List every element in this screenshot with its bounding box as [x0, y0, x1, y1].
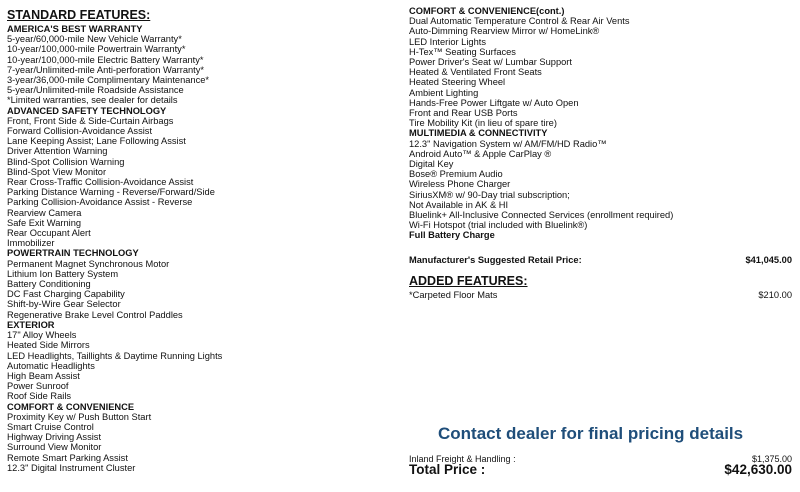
feature-item: Parking Collision-Avoidance Assist - Reverse	[7, 197, 193, 208]
feature-category-heading: POWERTRAIN TECHNOLOGY	[7, 248, 139, 259]
feature-item: Shift-by-Wire Gear Selector	[7, 299, 121, 310]
feature-item: Rear Occupant Alert	[7, 228, 91, 239]
feature-category-heading: Full Battery Charge	[409, 230, 495, 241]
feature-item: High Beam Assist	[7, 370, 80, 381]
feature-category-heading: ADVANCED SAFETY TECHNOLOGY	[7, 105, 167, 116]
feature-item: Rear Cross-Traffic Collision-Avoidance Assist	[7, 177, 194, 188]
standard-features-column	[7, 6, 392, 473]
feature-item: Bose® Premium Audio	[409, 169, 503, 180]
feature-item: Roof Side Rails	[7, 391, 72, 402]
contact-dealer-note: Contact dealer for final pricing details	[438, 424, 744, 443]
feature-item: Rearview Camera	[7, 207, 82, 218]
feature-category-heading: EXTERIOR	[7, 319, 55, 330]
feature-item: 3-year/36,000-mile Complimentary Maintenance*	[7, 75, 210, 86]
feature-item: Wireless Phone Charger	[409, 179, 511, 190]
feature-item: Bluelink+ All-Inclusive Connected Services (enrollment required)	[409, 210, 674, 221]
feature-item: Highway Driving Assist	[7, 432, 102, 443]
feature-item: *Limited warranties, see dealer for details	[7, 95, 178, 106]
feature-item: Proximity Key w/ Push Button Start	[7, 411, 152, 422]
freight-label: Inland Freight & Handling :	[409, 454, 516, 464]
feature-item: Smart Cruise Control	[7, 421, 94, 432]
msrp-label: Manufacturer's Suggested Retail Price:	[409, 255, 582, 265]
feature-item: LED Interior Lights	[409, 36, 486, 47]
standard-features-continued-column	[409, 6, 794, 241]
feature-item: 17" Alloy Wheels	[7, 330, 77, 341]
feature-item: Not Available in AK & HI	[409, 199, 509, 210]
feature-item: Lithium Ion Battery System	[7, 268, 119, 279]
total-price-label: Total Price :	[409, 462, 486, 477]
feature-item: Remote Smart Parking Assist	[7, 452, 128, 463]
total-price-row	[409, 462, 792, 477]
feature-item: Power Driver's Seat w/ Lumbar Support	[409, 57, 572, 68]
feature-item: LED Headlights, Taillights & Daytime Running Lights	[7, 350, 223, 361]
feature-item: Automatic Headlights	[7, 360, 95, 371]
feature-item: Surround View Monitor	[7, 442, 102, 453]
feature-item: 12.3" Navigation System w/ AM/FM/HD Radio™	[409, 138, 607, 149]
feature-item: Front, Front Side & Side-Curtain Airbags	[7, 115, 174, 126]
feature-item: Lane Keeping Assist; Lane Following Assist	[7, 136, 186, 147]
feature-item: 5-year/60,000-mile New Vehicle Warranty*	[7, 34, 182, 45]
feature-item: DC Fast Charging Capability	[7, 289, 125, 300]
feature-item: Dual Automatic Temperature Control & Rear Air Vents	[409, 16, 630, 27]
feature-item: Heated Steering Wheel	[409, 77, 506, 88]
msrp-row	[409, 255, 792, 265]
feature-category-heading: COMFORT & CONVENIENCE(cont.)	[409, 6, 565, 16]
freight-amount: $1,375.00	[751, 454, 792, 464]
feature-item: Ambient Lighting	[409, 87, 479, 98]
section-title: STANDARD FEATURES:	[7, 8, 151, 22]
feature-item: Tire Mobility Kit (in lieu of spare tire)	[409, 118, 557, 129]
feature-item: Power Sunroof	[7, 381, 69, 392]
feature-item: Blind-Spot Collision Warning	[7, 156, 125, 167]
feature-item: Immobilizer	[7, 238, 55, 249]
msrp-amount: $41,045.00	[745, 255, 792, 265]
feature-item: Forward Collision-Avoidance Assist	[7, 126, 153, 137]
feature-category-heading: COMFORT & CONVENIENCE	[7, 401, 135, 412]
feature-item: Driver Attention Warning	[7, 146, 108, 157]
feature-item: Hands-Free Power Liftgate w/ Auto Open	[409, 97, 579, 108]
feature-item: H-Tex™ Seating Surfaces	[409, 46, 516, 57]
feature-item: 5-year/Unlimited-mile Roadside Assistance	[7, 85, 184, 96]
feature-item: Heated Side Mirrors	[7, 340, 90, 351]
feature-item: Auto-Dimming Rearview Mirror w/ HomeLink®	[409, 26, 600, 37]
total-price-amount: $42,630.00	[724, 462, 792, 477]
feature-item: Safe Exit Warning	[7, 217, 82, 228]
feature-item: Front and Rear USB Ports	[409, 108, 518, 119]
feature-item: 12.3" Digital Instrument Cluster	[7, 462, 136, 473]
added-feature-row	[409, 290, 792, 300]
feature-item: SiriusXM® w/ 90-Day trial subscription;	[409, 189, 570, 200]
feature-item: Parking Distance Warning - Reverse/Forward/Side	[7, 187, 215, 198]
feature-category-heading: AMERICA'S BEST WARRANTY	[7, 24, 143, 34]
added-feature-item: *Carpeted Floor Mats	[409, 290, 498, 300]
feature-item: Digital Key	[409, 159, 454, 170]
section-title-row	[7, 6, 392, 24]
feature-item: Blind-Spot View Monitor	[7, 166, 107, 177]
feature-item: Battery Conditioning	[7, 279, 91, 290]
feature-item: Wi-Fi Hotspot (trial included with Bluelink®)	[409, 220, 588, 231]
feature-category-heading: MULTIMEDIA & CONNECTIVITY	[409, 128, 548, 139]
feature-item: 10-year/100,000-mile Electric Battery Warranty*	[7, 54, 204, 65]
added-feature-amount: $210.00	[758, 290, 792, 300]
feature-item: Regenerative Brake Level Control Paddles	[7, 309, 183, 320]
feature-item: 10-year/100,000-mile Powertrain Warranty*	[7, 44, 186, 55]
added-features-title: ADDED FEATURES:	[409, 274, 528, 288]
feature-item: Android Auto™ & Apple CarPlay ®	[409, 148, 552, 159]
feature-item: Permanent Magnet Synchronous Motor	[7, 258, 170, 269]
feature-item: 7-year/Unlimited-mile Anti-perforation Warranty*	[7, 64, 205, 75]
feature-item: Heated & Ventilated Front Seats	[409, 67, 542, 78]
